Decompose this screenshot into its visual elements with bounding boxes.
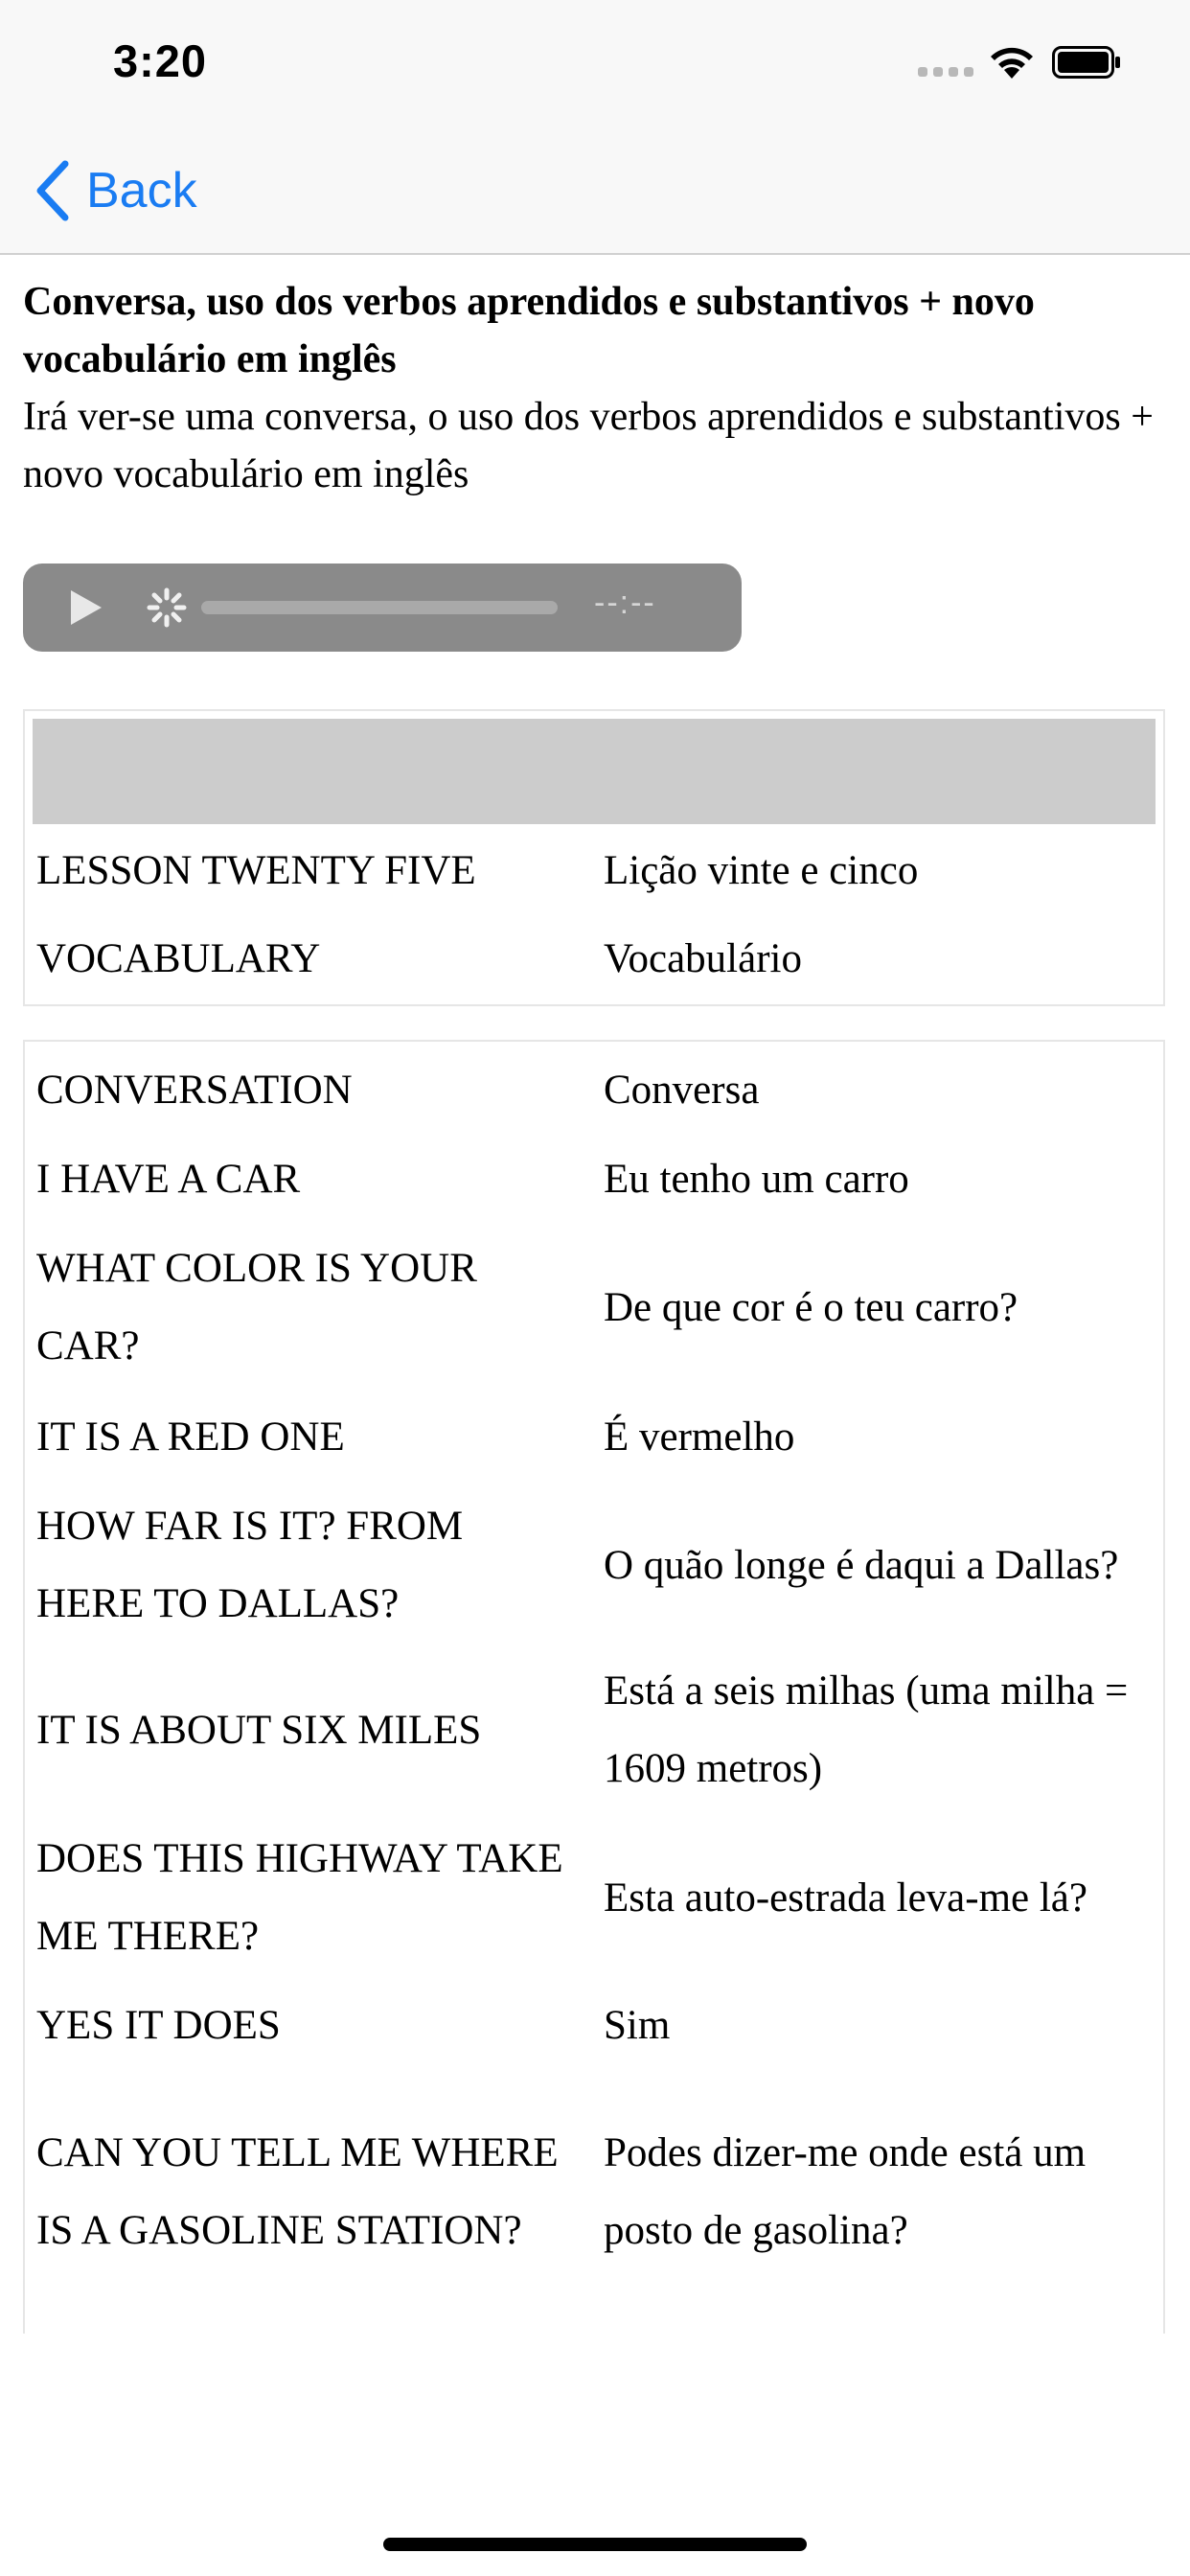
table-header bbox=[33, 719, 1156, 824]
wifi-icon bbox=[985, 42, 1039, 80]
portuguese-cell: Sim bbox=[604, 2003, 671, 2048]
portuguese-cell: Podes dizer-me onde está um posto de gasolina? bbox=[604, 2129, 1087, 2253]
english-cell: IT IS ABOUT SIX MILES bbox=[36, 1707, 482, 1753]
loading-spinner-icon bbox=[146, 586, 188, 629]
portuguese-cell: Está a seis milhas (uma milha = 1609 metros) bbox=[604, 1668, 1129, 1791]
table-row bbox=[25, 920, 1167, 998]
table-row bbox=[25, 1487, 1167, 1643]
english-cell: DOES THIS HIGHWAY TAKE ME THERE? bbox=[36, 1836, 563, 1959]
play-icon[interactable] bbox=[67, 586, 105, 629]
english-cell: HOW FAR IS IT? FROM HERE TO DALLAS? bbox=[36, 1504, 464, 1626]
table-row bbox=[25, 1398, 1167, 1476]
english-cell: CAN YOU TELL ME WHERE IS A GASOLINE STATION? bbox=[36, 2129, 559, 2253]
lesson-header bbox=[23, 273, 1173, 503]
lesson-table bbox=[23, 709, 1165, 1006]
table-row bbox=[25, 1820, 1167, 1975]
portuguese-cell: O quão longe é daqui a Dallas? bbox=[604, 1542, 1119, 1588]
table-row bbox=[25, 2075, 1167, 2308]
portuguese-cell: É vermelho bbox=[604, 1414, 795, 1460]
english-cell: VOCABULARY bbox=[36, 936, 321, 981]
lesson-title: Conversa, uso dos verbos aprendidos e substantivos + novo vocabulário em inglês bbox=[23, 280, 1035, 381]
battery-icon bbox=[1052, 46, 1121, 79]
chevron-left-icon bbox=[34, 160, 71, 221]
table-row bbox=[25, 832, 1167, 909]
audio-progress-slider[interactable] bbox=[201, 601, 558, 614]
portuguese-cell: De que cor é o teu carro? bbox=[604, 1284, 1018, 1330]
audio-time: --:-- bbox=[594, 585, 656, 621]
english-cell: I HAVE A CAR bbox=[36, 1157, 301, 1202]
english-cell: CONVERSATION bbox=[36, 1068, 353, 1113]
table-row bbox=[25, 1140, 1167, 1218]
lesson-description: Irá ver-se uma conversa, o uso dos verbos aprendidos e substantivos + novo vocabulário em inglês bbox=[23, 395, 1154, 496]
table-row bbox=[25, 1230, 1167, 1385]
home-indicator[interactable] bbox=[383, 2538, 807, 2551]
portuguese-cell: Eu tenho um carro bbox=[604, 1157, 909, 1202]
navigation-bar bbox=[0, 125, 1190, 255]
table-row bbox=[25, 1987, 1167, 2064]
back-label: Back bbox=[86, 163, 197, 218]
portuguese-cell: Conversa bbox=[604, 1068, 760, 1113]
portuguese-cell: Lição vinte e cinco bbox=[604, 848, 919, 893]
audio-player bbox=[23, 564, 742, 652]
status-time: 3:20 bbox=[113, 35, 208, 86]
english-cell: WHAT COLOR IS YOUR CAR? bbox=[36, 1246, 477, 1368]
cellular-signal-icon bbox=[918, 67, 975, 79]
portuguese-cell: Esta auto-estrada leva-me lá? bbox=[604, 1874, 1087, 1920]
table-row bbox=[25, 1652, 1167, 1807]
status-bar bbox=[0, 0, 1190, 125]
english-cell: LESSON TWENTY FIVE bbox=[36, 848, 476, 893]
conversation-table bbox=[23, 1040, 1165, 2334]
back-button[interactable] bbox=[34, 157, 197, 224]
table-row bbox=[25, 1051, 1167, 1129]
english-cell: YES IT DOES bbox=[36, 2003, 281, 2048]
portuguese-cell: Vocabulário bbox=[604, 936, 802, 981]
english-cell: IT IS A RED ONE bbox=[36, 1414, 345, 1460]
